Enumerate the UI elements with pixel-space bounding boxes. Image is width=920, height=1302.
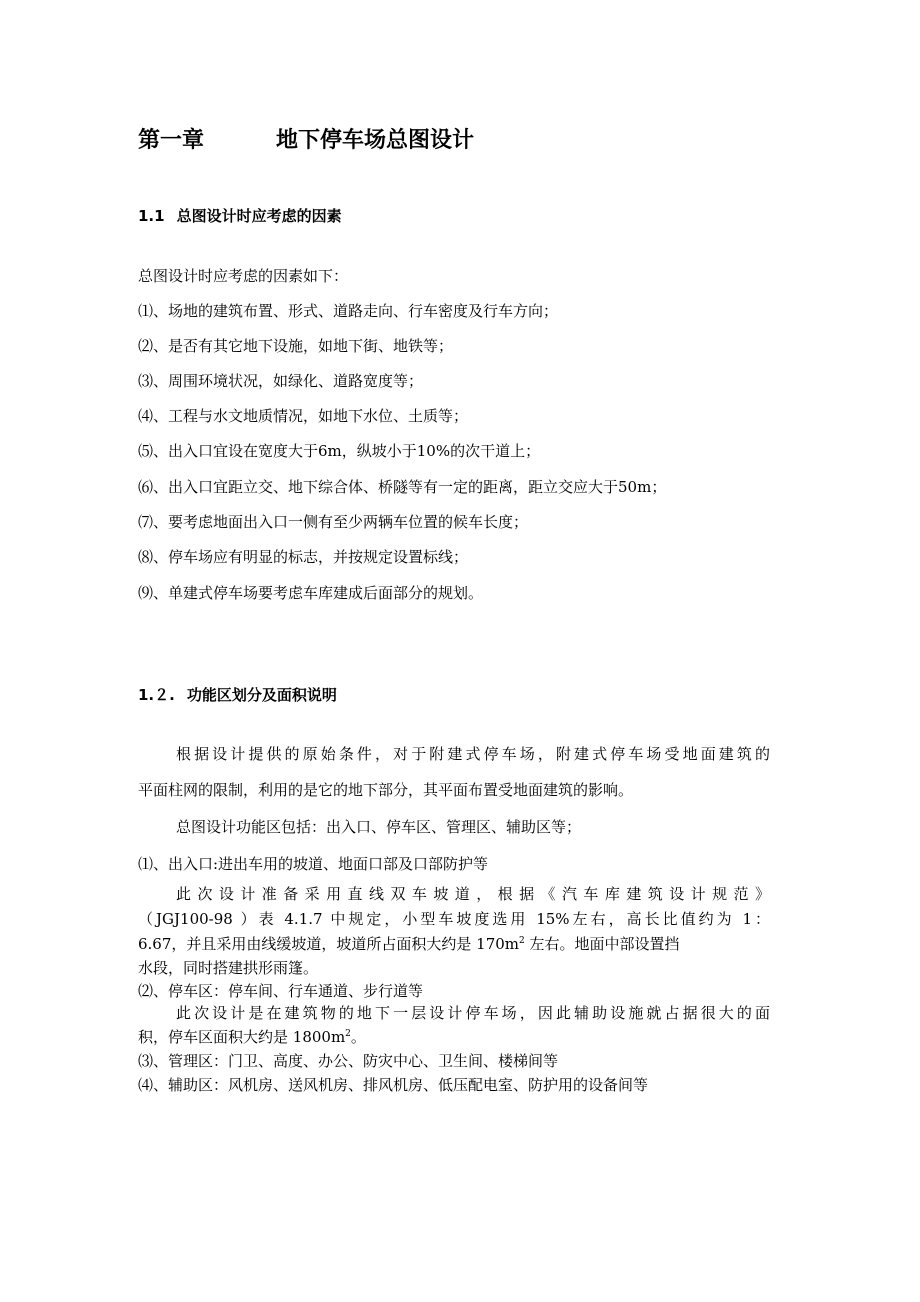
- paragraph-line: （JGJ100-98 ）表 4.1.7 中规定，小型车坡度选用 15%左右，高长比值约为 1：: [138, 910, 770, 928]
- list-item: ⑶、管理区：门卫、高度、办公、防灾中心、卫生间、楼梯间等: [138, 1052, 559, 1070]
- chapter-heading: [138, 123, 474, 159]
- paragraph-line: 此次设计是在建筑物的地下一层设计停车场，因此辅助设施就占据很大的面: [176, 1004, 770, 1022]
- text-run: 积，停车区面积大约是 1800m: [138, 1028, 346, 1046]
- paragraph-line: 此次设计准备采用直线双车坡道，根据《汽车库建筑设计规范》: [176, 885, 770, 903]
- list-item: ⑻、停车场应有明显的标志，并按规定设置标线；: [138, 548, 469, 566]
- paragraph-line: 水段，同时搭建拱形雨篷。: [138, 959, 319, 977]
- list-item: ⑺、要考虑地面出入口一侧有至少两辆车位置的候车长度；: [138, 513, 529, 531]
- superscript: 2: [519, 936, 525, 946]
- section-title: 总图设计时应考虑的因素: [176, 207, 342, 225]
- list-item: ⑹、出入口宜距立交、地下综合体、桥隧等有一定的距离，距立交应大于50m；: [138, 478, 667, 496]
- superscript: 2: [345, 1029, 351, 1039]
- chapter-title: 地下停车场总图设计: [276, 128, 475, 153]
- text-run: 左右。地面中部设置挡: [524, 935, 680, 953]
- list-item: ⑵、停车区：停车间、行车通道、步行道等: [138, 982, 424, 1000]
- section-number: 1.1: [138, 207, 165, 225]
- list-item: ⑷、工程与水文地质情况，如地下水位、土质等；: [138, 407, 469, 425]
- section-heading-1-2: [138, 683, 337, 707]
- text-run: 6.67，并且采用由线缓坡道，坡道所占面积大约是 170m: [138, 935, 520, 953]
- chapter-number: 第一章: [138, 128, 205, 153]
- list-item: ⑴、出入口:进出车用的坡道、地面口部及口部防护等: [138, 855, 489, 873]
- section-title: 功能区划分及面积说明: [186, 686, 337, 704]
- paragraph-line: [138, 932, 680, 956]
- list-item: ⑷、辅助区：风机房、送风机房、排风机房、低压配电室、防护用的设备间等: [138, 1076, 649, 1094]
- section-intro: 总图设计时应考虑的因素如下：: [138, 267, 349, 285]
- section-heading-1-1: [138, 204, 342, 228]
- list-item: ⑶、周围环境状况，如绿化、道路宽度等；: [138, 372, 424, 390]
- list-item: ⑵、是否有其它地下设施，如地下街、地铁等；: [138, 337, 454, 355]
- list-item: ⑴、场地的建筑布置、形式、道路走向、行车密度及行车方向；: [138, 302, 559, 320]
- paragraph-line: 根据设计提供的原始条件，对于附建式停车场，附建式停车场受地面建筑的: [176, 745, 770, 763]
- text-run: 。: [350, 1028, 366, 1046]
- paragraph-line: 平面柱网的限制，利用的是它的地下部分，其平面布置受地面建筑的影响。: [138, 781, 634, 799]
- section-number: 1.２.: [138, 686, 175, 704]
- list-item: ⑼、单建式停车场要考虑车库建成后面部分的规划。: [138, 584, 484, 602]
- paragraph: 总图设计功能区包括：出入口、停车区、管理区、辅助区等；: [176, 818, 582, 836]
- paragraph-line: [138, 1025, 366, 1049]
- list-item: ⑸、出入口宜设在宽度大于6m，纵坡小于10%的次干道上；: [138, 442, 541, 460]
